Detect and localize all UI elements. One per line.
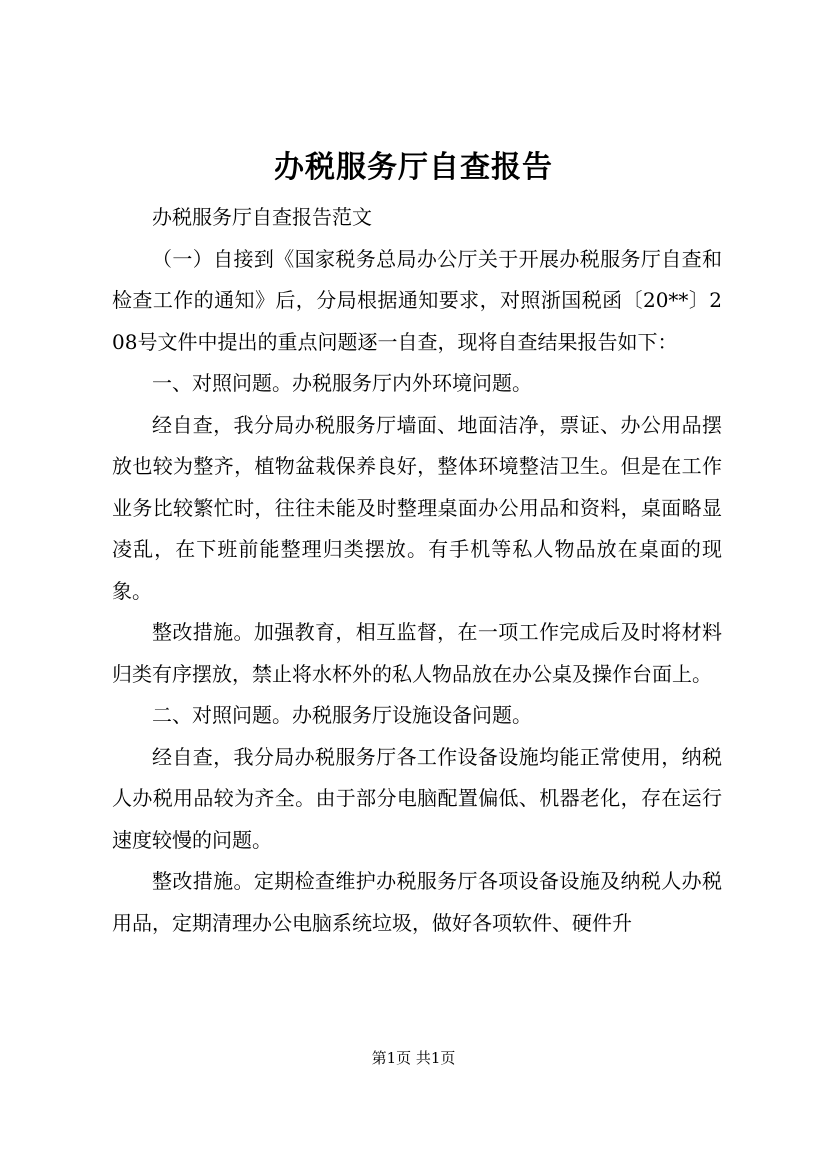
page-number-footer: 第1页 共1页 (371, 1049, 456, 1067)
paragraph-intro: （一）自接到《国家税务总局办公厅关于开展办税服务厅自查和检查工作的通知》后，分局根据通知要求，对照浙国税函〔20**〕208号文件中提出的重点问题逐一自查，现将自查结果报告如下： (112, 246, 722, 354)
document-title: 办税服务厅自查报告 (274, 150, 553, 185)
paragraph-section-1-heading: 一、对照问题。办税服务厅内外环境问题。 (152, 371, 532, 395)
document-body (112, 197, 722, 944)
paragraph-subtitle: 办税服务厅自查报告范文 (152, 205, 372, 229)
paragraph-section-1-measures: 整改措施。加强教育，相互监督，在一项工作完成后及时将材料归类有序摆放，禁止将水杯外的私人物品放在办公桌及操作台面上。 (112, 620, 722, 686)
paragraph-section-2-findings: 经自查，我分局办税服务厅各工作设备设施均能正常使用，纳税人办税用品较为齐全。由于部分电脑配置偏低、机器老化，存在运行速度较慢的问题。 (112, 744, 722, 852)
paragraph-section-2-measures: 整改措施。定期检查维护办税服务厅各项设备设施及纳税人办税用品，定期清理办公电脑系统垃圾，做好各项软件、硬件升 (112, 869, 722, 935)
paragraph-section-1-findings: 经自查，我分局办税服务厅墙面、地面洁净，票证、办公用品摆放也较为整齐，植物盆栽保养良好，整体环境整洁卫生。但是在工作业务比较繁忙时，往往未能及时整理桌面办公用品和资料，桌面略显凌乱，在下班前能整理归类摆放。有手机等私人物品放在桌面的现象。 (112, 412, 722, 603)
paragraph-section-2-heading: 二、对照问题。办税服务厅设施设备问题。 (152, 703, 532, 727)
